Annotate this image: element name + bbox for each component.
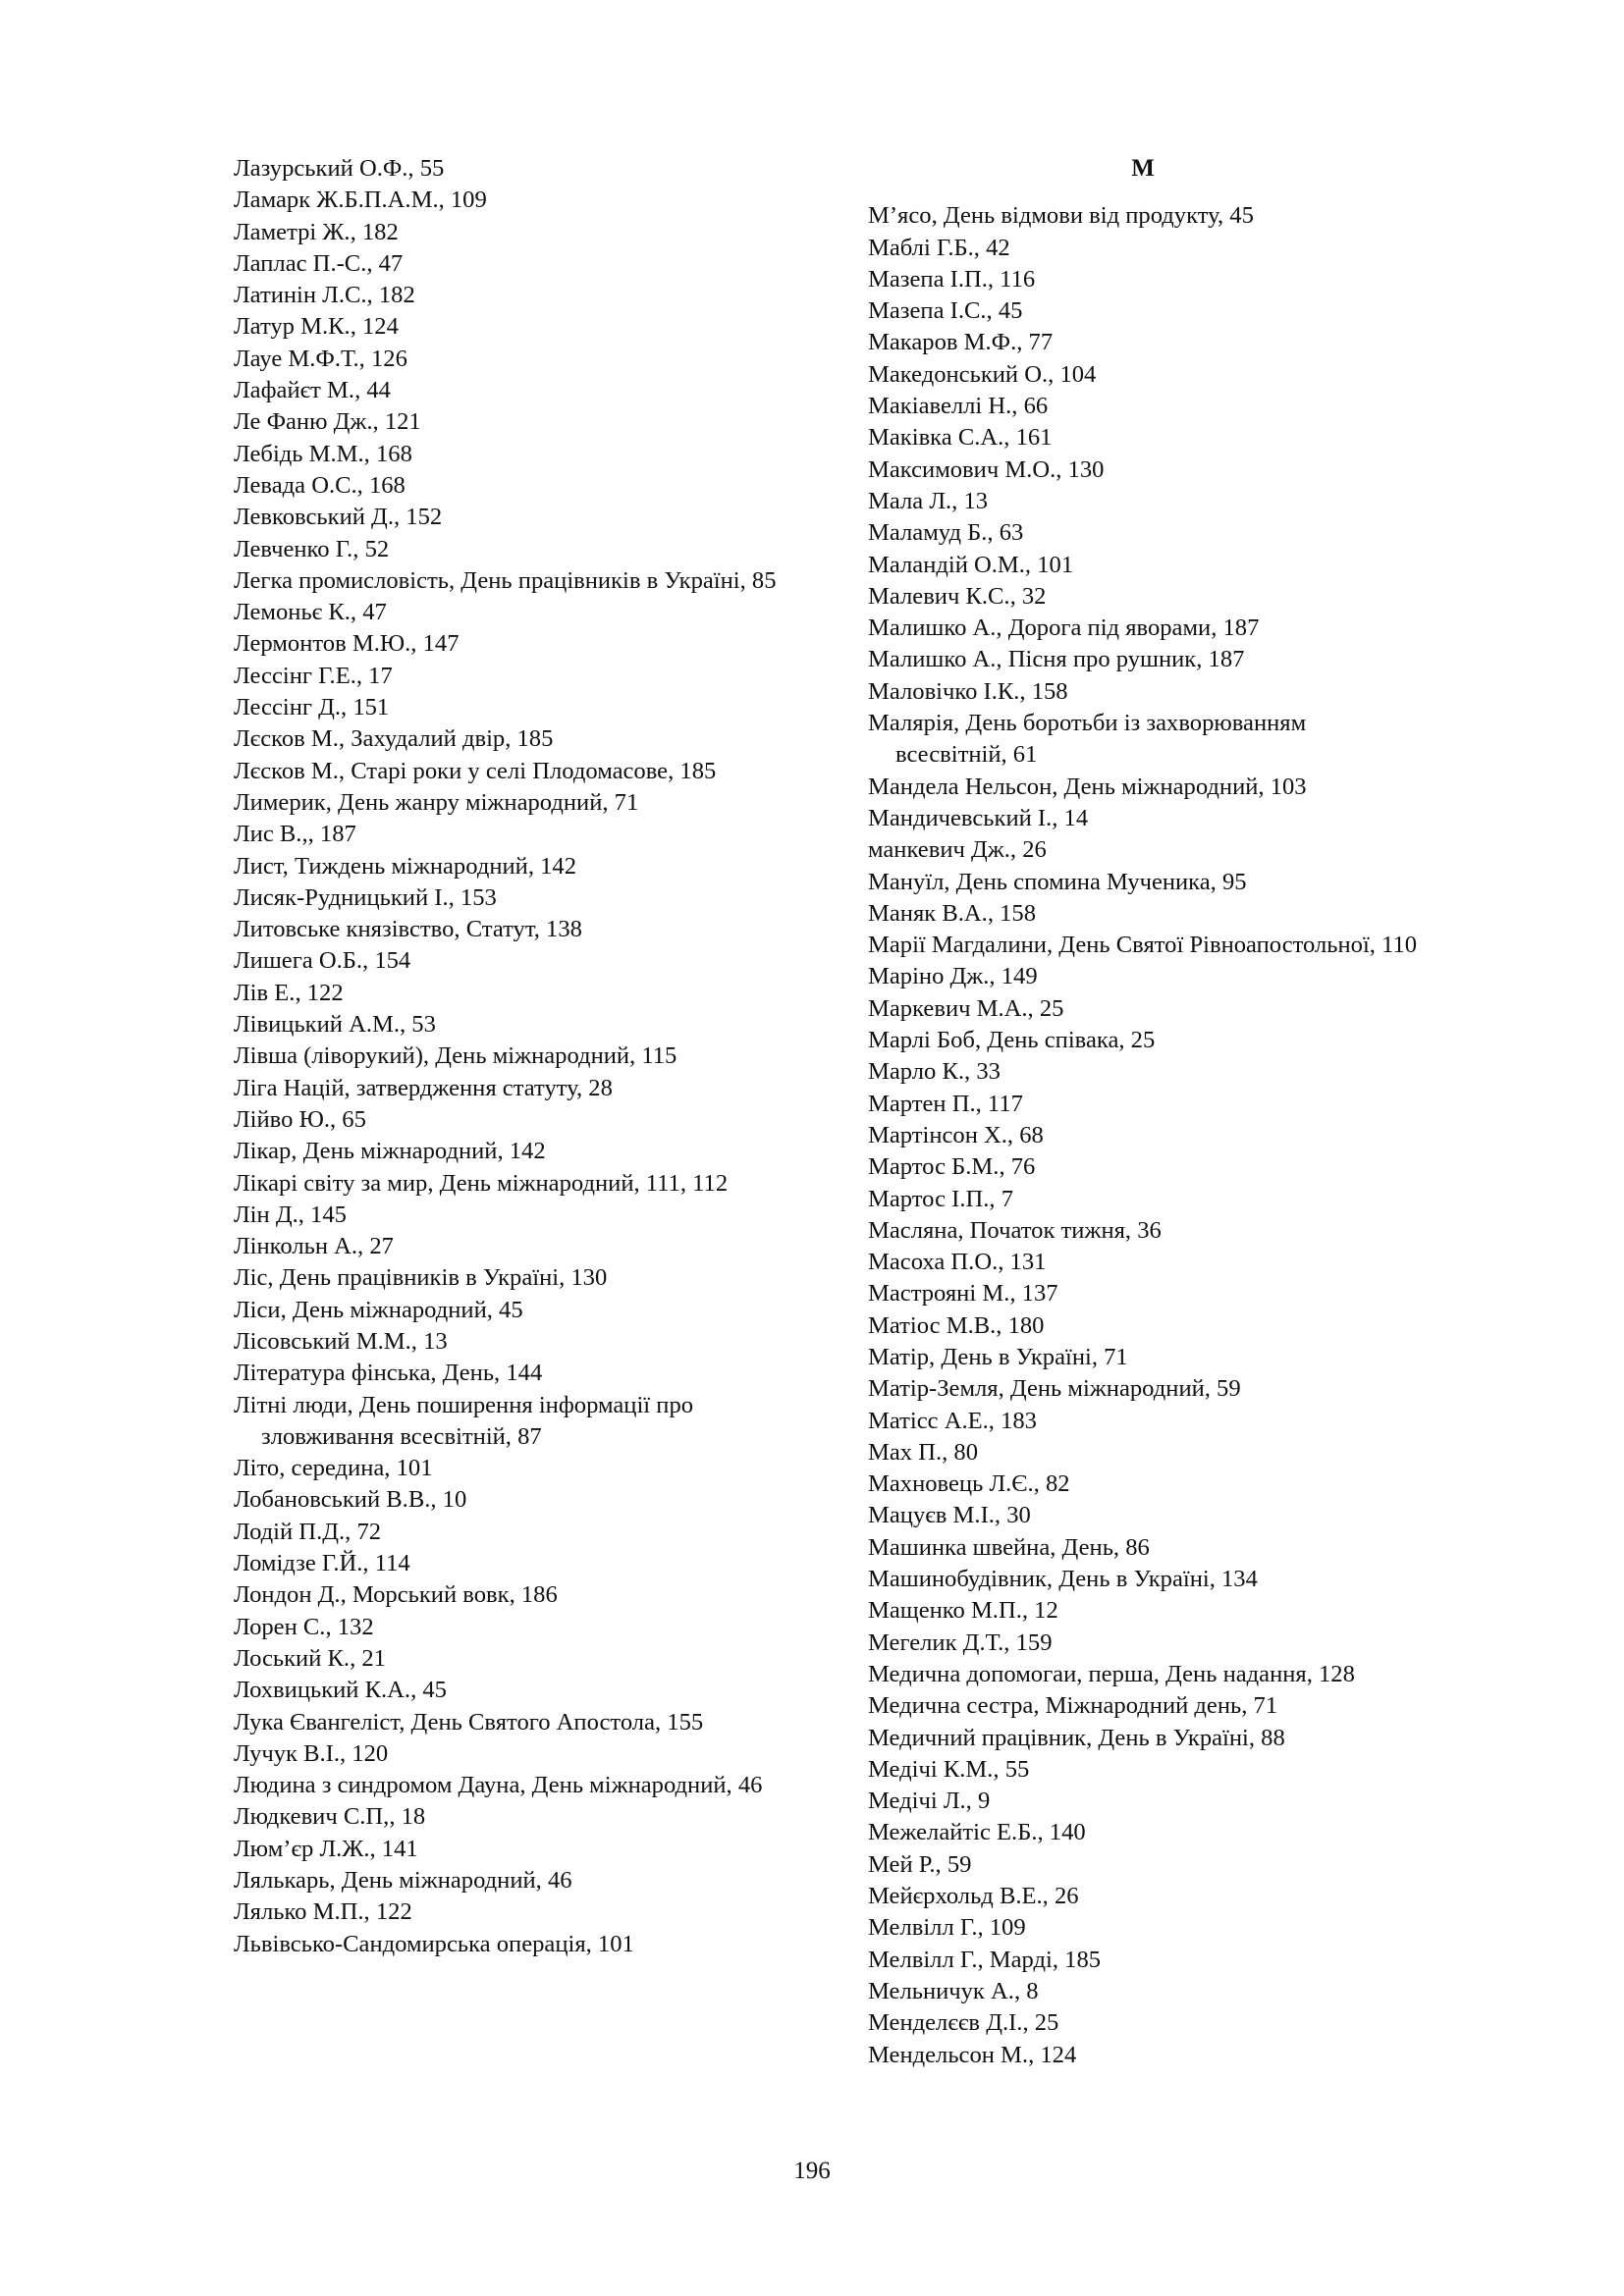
index-entry: Махновець Л.Є., 82 xyxy=(868,1470,1070,1498)
index-entry: Маріно Дж., 149 xyxy=(868,963,1038,990)
index-entry: Маківка С.А., 161 xyxy=(868,424,1053,452)
index-entry: М’ясо, День відмови від продукту, 45 xyxy=(868,202,1254,230)
index-entry: Лодій П.Д., 72 xyxy=(234,1518,382,1545)
index-entry: манкевич Дж., 26 xyxy=(868,836,1047,864)
index-entry: Лохвицький К.А., 45 xyxy=(234,1677,447,1704)
index-entry: Мартінсон Х., 68 xyxy=(868,1121,1044,1148)
index-entry: Лобановський В.В., 10 xyxy=(234,1486,467,1514)
index-entry: Лінкольн А., 27 xyxy=(234,1233,394,1260)
index-entry: Лікар, День міжнародний, 142 xyxy=(234,1138,546,1165)
index-entry: Литовське князівство, Статут, 138 xyxy=(234,916,582,943)
index-entry: Лоський К., 21 xyxy=(234,1644,386,1672)
index-entry: Маламуд Б., 63 xyxy=(868,519,1024,547)
index-entry: Легка промисловість, День працівників в Україні, 85 xyxy=(234,566,777,594)
index-entry: Лялькарь, День міжнародний, 46 xyxy=(234,1867,572,1895)
index-entry: Медічі Л., 9 xyxy=(868,1788,991,1815)
index-entry: Лівицький А.М., 53 xyxy=(234,1011,436,1039)
index-entry: Маловічко І.К., 158 xyxy=(868,677,1068,705)
index-entry: Малишко А., Дорога під яворами, 187 xyxy=(868,614,1260,642)
index-entry: Ламетрі Ж., 182 xyxy=(234,218,399,245)
index-entry: Лебідь М.М., 168 xyxy=(234,440,412,467)
index-entry: Мах П., 80 xyxy=(868,1438,979,1466)
index-entry: Машинка швейна, День, 86 xyxy=(868,1533,1150,1561)
index-entry: Маняк В.А., 158 xyxy=(868,899,1037,927)
index-entry: Мазепа І.С., 45 xyxy=(868,297,1023,325)
index-entry: Лялько М.П., 122 xyxy=(234,1898,412,1926)
index-column-left xyxy=(234,153,784,1960)
index-entry: Маландій О.М., 101 xyxy=(868,551,1074,578)
index-entry: Мегелик Д.Т., 159 xyxy=(868,1629,1053,1656)
index-entry: Мазепа І.П., 116 xyxy=(868,265,1036,293)
page-number: 196 xyxy=(793,2158,831,2184)
index-entry: Матір, День в Україні, 71 xyxy=(868,1343,1128,1370)
index-entry: Мандичевський І., 14 xyxy=(868,804,1089,831)
index-entry: Лазурський О.Ф., 55 xyxy=(234,155,445,182)
index-entry: Лис В.,, 187 xyxy=(234,821,356,848)
index-entry: Люм’єр Л.Ж., 141 xyxy=(234,1835,418,1862)
index-entry: Мануїл, День спомина Мученика, 95 xyxy=(868,868,1247,895)
index-entry: Левковський Д., 152 xyxy=(234,504,443,531)
index-entry: Левченко Г., 52 xyxy=(234,535,390,562)
index-entry: Медічі К.М., 55 xyxy=(868,1755,1030,1783)
index-entry: Літні люди, День поширення інформації про зловживання всесвітній, 87 xyxy=(234,1391,694,1450)
index-entry: Лондон Д., Морський вовк, 186 xyxy=(234,1581,558,1609)
index-entry: Матісс А.Е., 183 xyxy=(868,1407,1037,1434)
index-entry: Макіавеллі Н., 66 xyxy=(868,393,1049,420)
index-entry: Лишега О.Б., 154 xyxy=(234,947,411,975)
index-entry: Лессінг Г.Е., 17 xyxy=(234,662,393,689)
index-entry: Лессінг Д., 151 xyxy=(234,694,390,721)
index-entry: Лемоньє К., 47 xyxy=(234,599,387,626)
index-entry: Лійво Ю., 65 xyxy=(234,1105,366,1133)
index-entry: Марлі Боб, День співака, 25 xyxy=(868,1027,1156,1054)
index-entry: Малярія, День боротьби із захворюванням всесвітній, 61 xyxy=(868,710,1307,769)
index-entry: Ліс, День працівників в Україні, 130 xyxy=(234,1264,608,1292)
index-entry: Лука Євангеліст, День Святого Апостола, 155 xyxy=(234,1708,704,1735)
index-entry: Ліга Націй, затвердження статуту, 28 xyxy=(234,1074,613,1101)
index-entry: Латинін Л.С., 182 xyxy=(234,282,415,309)
index-entry: Мартос І.П., 7 xyxy=(868,1185,1013,1212)
index-entry: Лаплас П.-С., 47 xyxy=(234,249,404,277)
index-entry: Лєсков М., Захудалий двір, 185 xyxy=(234,725,554,753)
index-entry: Ломідзе Г.Й., 114 xyxy=(234,1550,410,1577)
index-entry: Маблі Г.Б., 42 xyxy=(868,234,1010,261)
index-entry: Літо, середина, 101 xyxy=(234,1455,433,1482)
index-entry: Мащенко М.П., 12 xyxy=(868,1597,1058,1625)
index-entry: Матіос М.В., 180 xyxy=(868,1311,1045,1339)
index-entry: Лорен С., 132 xyxy=(234,1613,374,1640)
index-entry: Мей Р., 59 xyxy=(868,1850,972,1878)
index-entry: Мастрояні М., 137 xyxy=(868,1280,1058,1308)
index-entry: Мельничук А., 8 xyxy=(868,1977,1039,2004)
index-entry: Мартен П., 117 xyxy=(868,1090,1023,1117)
index-entry: Марло К., 33 xyxy=(868,1058,1001,1086)
index-entry: Лермонтов М.Ю., 147 xyxy=(234,630,460,658)
index-entry: Машинобудівник, День в Україні, 134 xyxy=(868,1566,1258,1593)
index-entry: Маркевич М.А., 25 xyxy=(868,994,1064,1022)
index-entry: Ламарк Ж.Б.П.А.М., 109 xyxy=(234,187,487,214)
index-entry: Макаров М.Ф., 77 xyxy=(868,329,1054,356)
index-entry: Мендельсон М., 124 xyxy=(868,2041,1077,2068)
index-entry: Максимович М.О., 130 xyxy=(868,455,1105,483)
index-entry: Лєсков М., Старі роки у селі Плодомасове, 185 xyxy=(234,757,717,784)
index-entry: Матір-Земля, День міжнародний, 59 xyxy=(868,1375,1241,1403)
index-entry: Медичний працівник, День в Україні, 88 xyxy=(868,1724,1285,1751)
index-entry: Мейєрхольд В.Е., 26 xyxy=(868,1883,1079,1910)
index-entry: Масоха П.О., 131 xyxy=(868,1249,1047,1276)
index-entry: Марії Магдалини, День Святої Рівноапостольної, 110 xyxy=(868,932,1418,959)
index-entry: Малевич К.С., 32 xyxy=(868,582,1047,610)
index-entry: Ліси, День міжнародний, 45 xyxy=(234,1296,523,1323)
index-entry: Мандела Нельсон, День міжнародний, 103 xyxy=(868,773,1307,800)
index-entry: Латур М.К., 124 xyxy=(234,313,399,341)
index-entry: Лівша (ліворукий), День міжнародний, 115 xyxy=(234,1042,677,1070)
index-entry: Людкевич С.П,, 18 xyxy=(234,1803,426,1831)
index-entry: Медична сестра, Міжнародний день, 71 xyxy=(868,1692,1278,1720)
index-column-right xyxy=(868,153,1418,2071)
index-entry: Лист, Тиждень міжнародний, 142 xyxy=(234,852,577,880)
index-entry: Лісовський М.М., 13 xyxy=(234,1327,448,1355)
index-entry: Лауе М.Ф.Т., 126 xyxy=(234,345,407,372)
index-entry: Македонський О., 104 xyxy=(868,360,1097,388)
index-entry: Межелайтіс Е.Б., 140 xyxy=(868,1819,1086,1846)
index-entry: Лін Д., 145 xyxy=(234,1201,347,1228)
index-entry: Мацуєв М.І., 30 xyxy=(868,1502,1031,1529)
index-entry: Лимерик, День жанру міжнародний, 71 xyxy=(234,788,639,816)
index-entry: Ле Фаню Дж., 121 xyxy=(234,408,421,436)
index-entry: Львівсько-Сандомирська операція, 101 xyxy=(234,1930,634,1957)
index-entry: Менделєєв Д.І., 25 xyxy=(868,2009,1059,2037)
index-entry: Мелвілл Г., Марді, 185 xyxy=(868,1946,1102,1973)
index-entry: Література фінська, День, 144 xyxy=(234,1360,543,1387)
index-entry: Лікарі світу за мир, День міжнародний, 111, 112 xyxy=(234,1169,729,1197)
index-entry: Людина з синдромом Дауна, День міжнародний, 46 xyxy=(234,1772,763,1799)
index-entry: Мелвілл Г., 109 xyxy=(868,1914,1026,1942)
index-entry: Левада О.С., 168 xyxy=(234,471,406,499)
index-entry: Медична допомогаи, перша, День надання, 128 xyxy=(868,1660,1355,1687)
section-letter-heading: М xyxy=(1131,155,1155,182)
index-entry: Лучук В.І., 120 xyxy=(234,1739,389,1767)
index-entry: Лисяк-Рудницький І., 153 xyxy=(234,883,497,911)
index-entry: Малишко А., Пісня про рушник, 187 xyxy=(868,646,1245,673)
index-entry: Масляна, Початок тижня, 36 xyxy=(868,1216,1162,1244)
index-entry: Мала Л., 13 xyxy=(868,487,989,514)
index-entry: Мартос Б.М., 76 xyxy=(868,1153,1036,1181)
index-entry: Лафайєт М., 44 xyxy=(234,377,391,404)
index-entry: Лів Е., 122 xyxy=(234,979,344,1006)
